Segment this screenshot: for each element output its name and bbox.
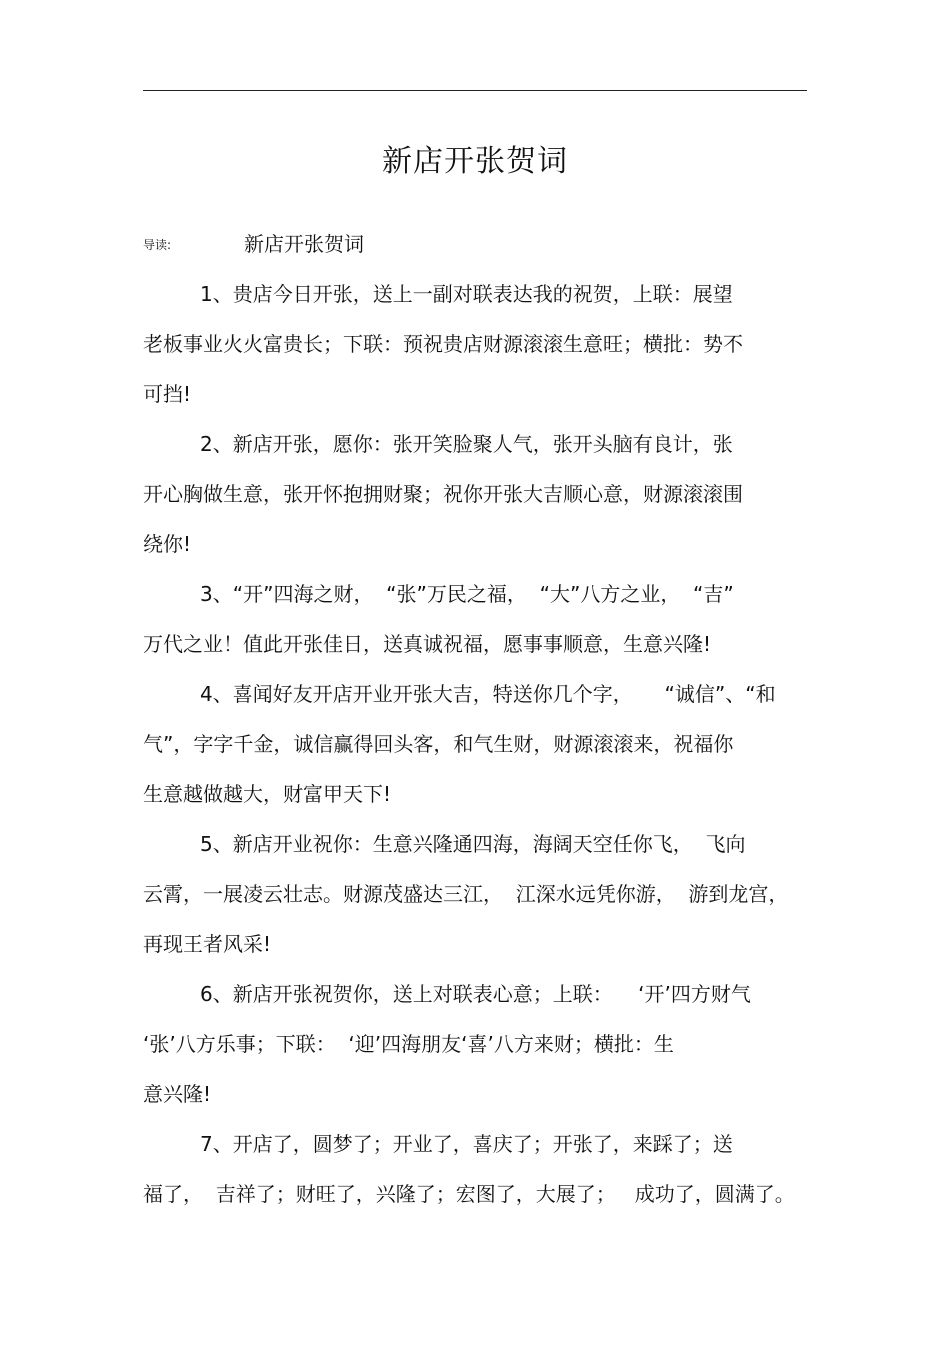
text-line: 1、贵店今日开张，送上一副对联表达我的祝贺，上联：展望 [200,282,733,306]
lead-text: 新店开张贺词 [244,232,364,256]
text-line: 再现王者风采! [143,932,272,956]
text-line: 6、新店开张祝贺你，送上对联表心意；上联： ‘开’四方财气 [200,982,751,1006]
text-line: 4、喜闻好友开店开业开张大吉，特送你几个字， “诚信”、“和 [200,682,776,706]
text-line: 福了， 吉祥了；财旺了，兴隆了；宏图了，大展了； 成功了，圆满了。 [143,1182,795,1206]
text-line: 3、“开”四海之财， “张”万民之福， “大”八方之业， “吉” [200,582,734,606]
text-line: 2、新店开张，愿你：张开笑脸聚人气，张开头脑有良计，张 [200,432,733,456]
text-line: 万代之业！值此开张佳日，送真诚祝福，愿事事顺意，生意兴隆! [143,632,712,656]
text-line: 开心胸做生意，张开怀抱拥财聚；祝你开张大吉顺心意，财源滚滚围 [143,482,743,506]
text-line: ‘张’八方乐事；下联： ‘迎’四海朋友‘喜’八方来财；横批：生 [143,1032,674,1056]
text-line: 气”，字字千金，诚信赢得回头客，和气生财，财源滚滚来，祝福你 [143,732,734,756]
document-title: 新店开张贺词 [382,144,568,179]
top-rule [143,90,807,91]
text-line: 意兴隆! [143,1082,212,1106]
lead-label: 导读: [143,238,172,252]
text-line: 可挡! [143,382,192,406]
text-line: 绕你! [143,532,192,556]
text-line: 云霄，一展凌云壮志。财源茂盛达三江， 江深水远凭你游， 游到龙宫， [143,882,789,906]
text-line: 生意越做越大，财富甲天下! [143,782,392,806]
text-line: 5、新店开业祝你：生意兴隆通四海，海阔天空任你飞， 飞向 [200,832,746,856]
text-line: 老板事业火火富贵长；下联：预祝贵店财源滚滚生意旺；横批：势不 [143,332,743,356]
text-line: 7、开店了，圆梦了；开业了，喜庆了；开张了，来踩了；送 [200,1132,733,1156]
